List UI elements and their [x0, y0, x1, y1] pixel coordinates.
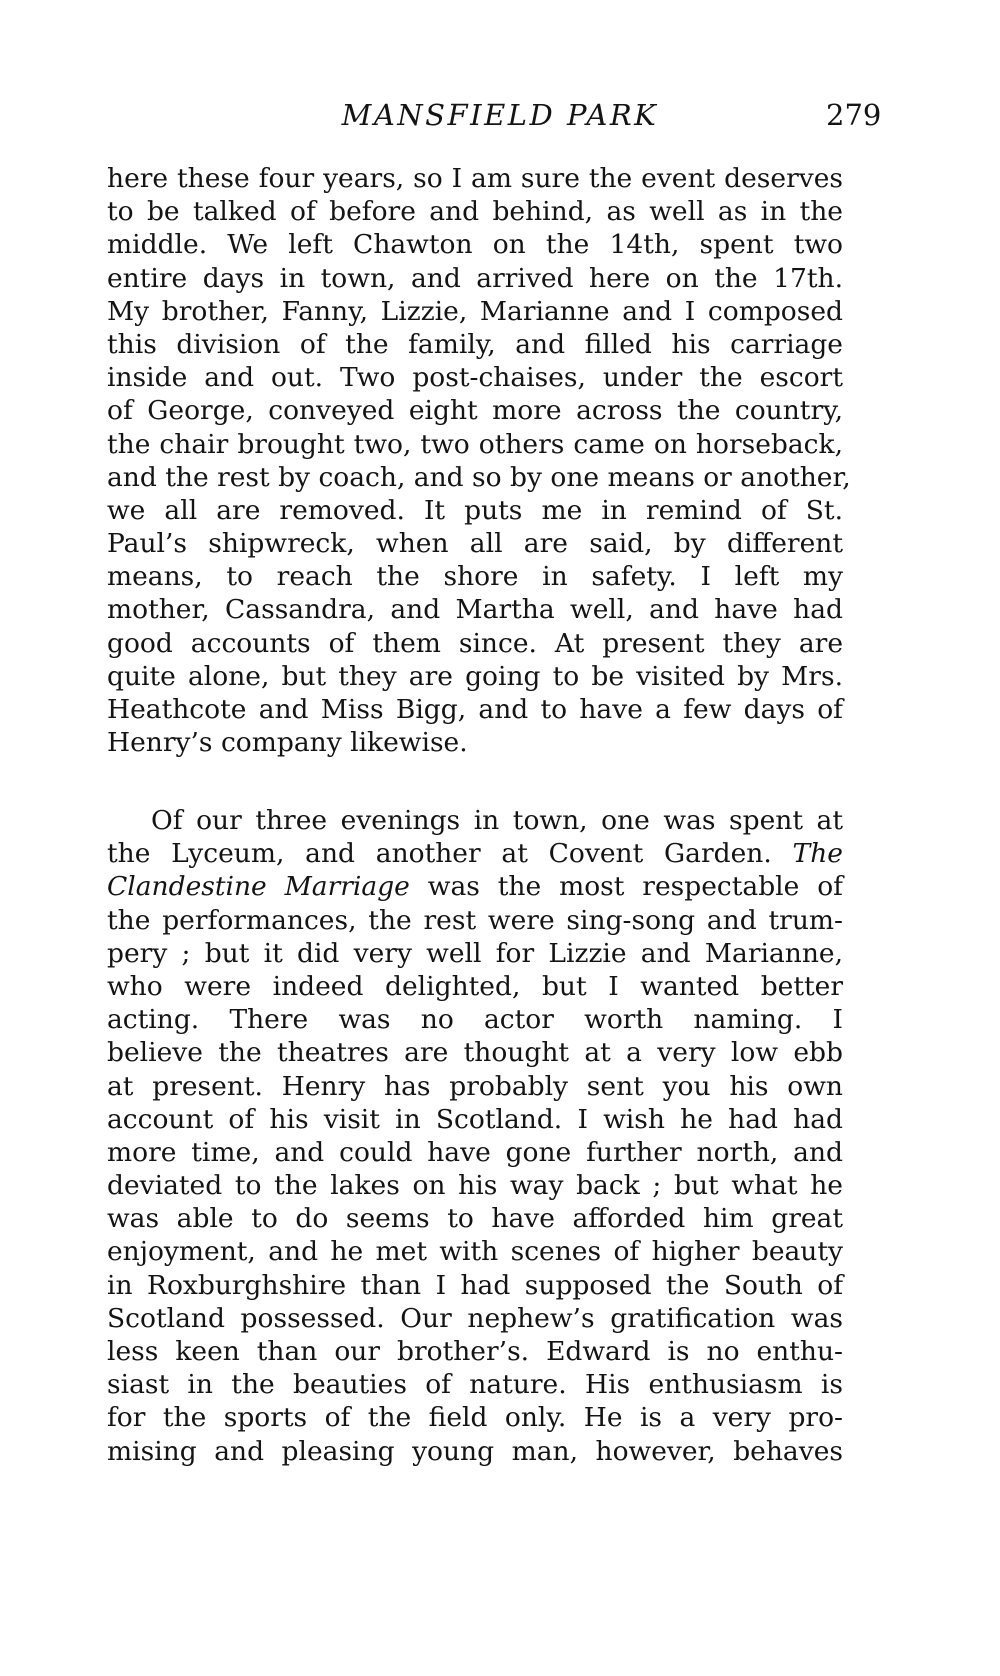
text-line: quite alone, but they are going to be visited by Mrs.: [107, 660, 843, 692]
text-line: deviated to the lakes on his way back ; but what he: [107, 1170, 843, 1202]
text-line: inside and out. Two post-chaises, under the escort: [107, 362, 843, 394]
paragraph-1: [107, 162, 851, 759]
play-title-italic: The: [792, 838, 843, 870]
text-line: believe the theatres are thought at a very low ebb: [107, 1037, 843, 1069]
text-line: My brother, Fanny, Lizzie, Marianne and I composed: [107, 295, 843, 327]
text-line: mother, Cassandra, and Martha well, and have had: [107, 594, 843, 626]
text-line: less keen than our brother’s. Edward is no enthu-: [107, 1336, 843, 1367]
text-line: the performances, the rest were sing-song and trum-: [107, 904, 843, 936]
text-line: Henry’s company likewise.: [107, 727, 468, 759]
text-line: [107, 837, 843, 870]
text-line: Paul’s shipwreck, when all are said, by different: [107, 528, 843, 560]
text-line: mising and pleasing young man, however, behaves: [107, 1435, 843, 1467]
text-line: to be talked of before and behind, as well as in the: [107, 196, 843, 228]
text-line: of George, conveyed eight more across the country,: [107, 395, 843, 427]
text-line: at present. Henry has probably sent you his own: [107, 1070, 843, 1102]
text-line: who were indeed delighted, but I wanted better: [107, 970, 843, 1002]
text-line: the chair brought two, two others came on horseback,: [107, 428, 843, 460]
text-line: in Roxburghshire than I had supposed the South of: [107, 1269, 843, 1301]
text-segment: was the most respectable of: [427, 871, 843, 903]
text-line: for the sports of the field only. He is a very pro-: [107, 1402, 843, 1434]
text-line: Of our three evenings in town, one was spent at: [151, 805, 843, 836]
text-line: here these four years, so I am sure the event deserves: [107, 163, 843, 194]
text-line: good accounts of them since. At present they are: [107, 627, 843, 659]
text-line: Scotland possessed. Our nephew’s gratification was: [107, 1302, 843, 1334]
text-line: pery ; but it did very well for Lizzie and Marianne,: [107, 937, 843, 969]
text-line: this division of the family, and filled his carriage: [107, 328, 843, 360]
text-line: was able to do seems to have afforded him great: [107, 1203, 843, 1235]
text-segment: the Lyceum, and another at Covent Garden.: [107, 838, 772, 870]
text-line: account of his visit in Scotland. I wish he had had: [107, 1103, 843, 1135]
running-title: MANSFIELD PARK: [341, 98, 659, 132]
text-line: [107, 870, 843, 903]
text-line: more time, and could have gone further north, and: [107, 1136, 843, 1168]
text-line: entire days in town, and arrived here on the 17th.: [107, 262, 843, 294]
paragraph-2: [107, 804, 843, 1468]
text-line: enjoyment, and he met with scenes of higher beauty: [107, 1236, 843, 1268]
text-line: we all are removed. It puts me in remind of St.: [107, 494, 843, 526]
text-line: and the rest by coach, and so by one means or another,: [107, 461, 851, 493]
text-line: acting. There was no actor worth naming. I: [107, 1004, 843, 1036]
text-line: siast in the beauties of nature. His enthusiasm is: [107, 1369, 843, 1401]
text-line: middle. We left Chawton on the 14th, spent two: [107, 229, 843, 261]
running-head: [0, 98, 1000, 138]
page-number: 279: [826, 98, 882, 132]
play-title-italic: Clandestine Marriage: [107, 871, 410, 903]
text-line: means, to reach the shore in safety. I left my: [107, 561, 843, 593]
text-line: Heathcote and Miss Bigg, and to have a few days of: [107, 694, 843, 725]
